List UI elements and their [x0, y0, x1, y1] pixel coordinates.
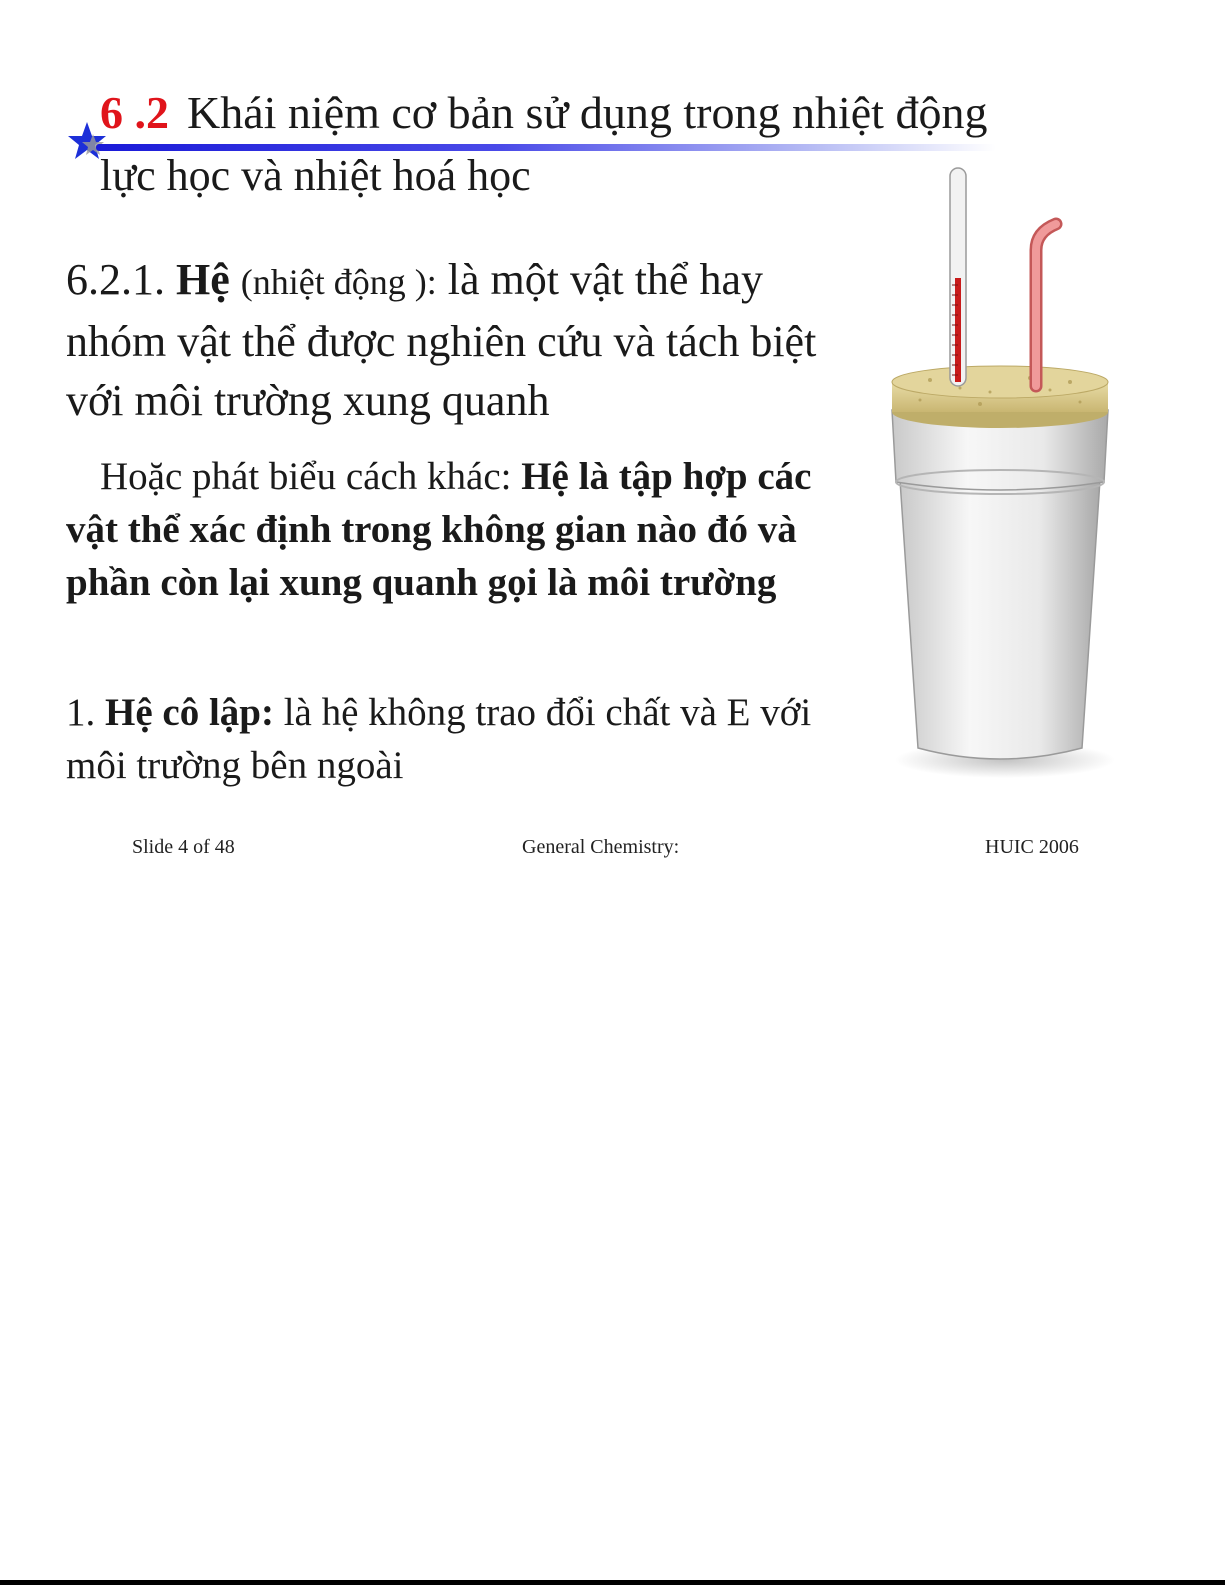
title-line-1	[100, 88, 987, 139]
section-number: 6.2.1.	[66, 255, 165, 304]
section-term: Hệ	[176, 255, 230, 304]
title-underline	[96, 144, 996, 151]
title-text-1: Khái niệm cơ bản sử dụng trong nhiệt động	[187, 87, 988, 138]
definition-paragraph	[66, 250, 826, 430]
item-number: 1.	[66, 691, 96, 734]
alternative-intro: Hoặc phát biểu cách khác:	[100, 455, 512, 498]
item-text: là hệ không trao đổi chất và E với môi trường bên ngoài	[66, 691, 812, 787]
item-term: Hệ cô lập:	[105, 691, 274, 734]
insulated-cup-calorimeter-icon	[880, 160, 1120, 790]
footer-course: General Chemistry:	[522, 836, 680, 858]
alternative-statement: Hệ là tập hợp các vật thể xác định trong không gian nào đó và phần còn lại xung quanh gọi là môi trường	[66, 455, 812, 604]
footer-copyright: HUIC 2006	[985, 836, 1079, 858]
title-line-2: lực học và nhiệt hoá học	[100, 151, 531, 200]
isolated-system-paragraph	[66, 686, 826, 792]
alternative-paragraph	[66, 450, 826, 609]
section-definition: là một vật thể hay nhóm vật thể được nghiên cứu và tách biệt với môi trường xung quanh	[66, 255, 817, 425]
footer-slide-number: Slide 4 of 48	[132, 836, 235, 858]
section-qualifier: (nhiệt động ):	[240, 262, 437, 302]
page-bottom-border	[0, 1580, 1225, 1585]
title-number: 6 .2	[100, 87, 169, 138]
